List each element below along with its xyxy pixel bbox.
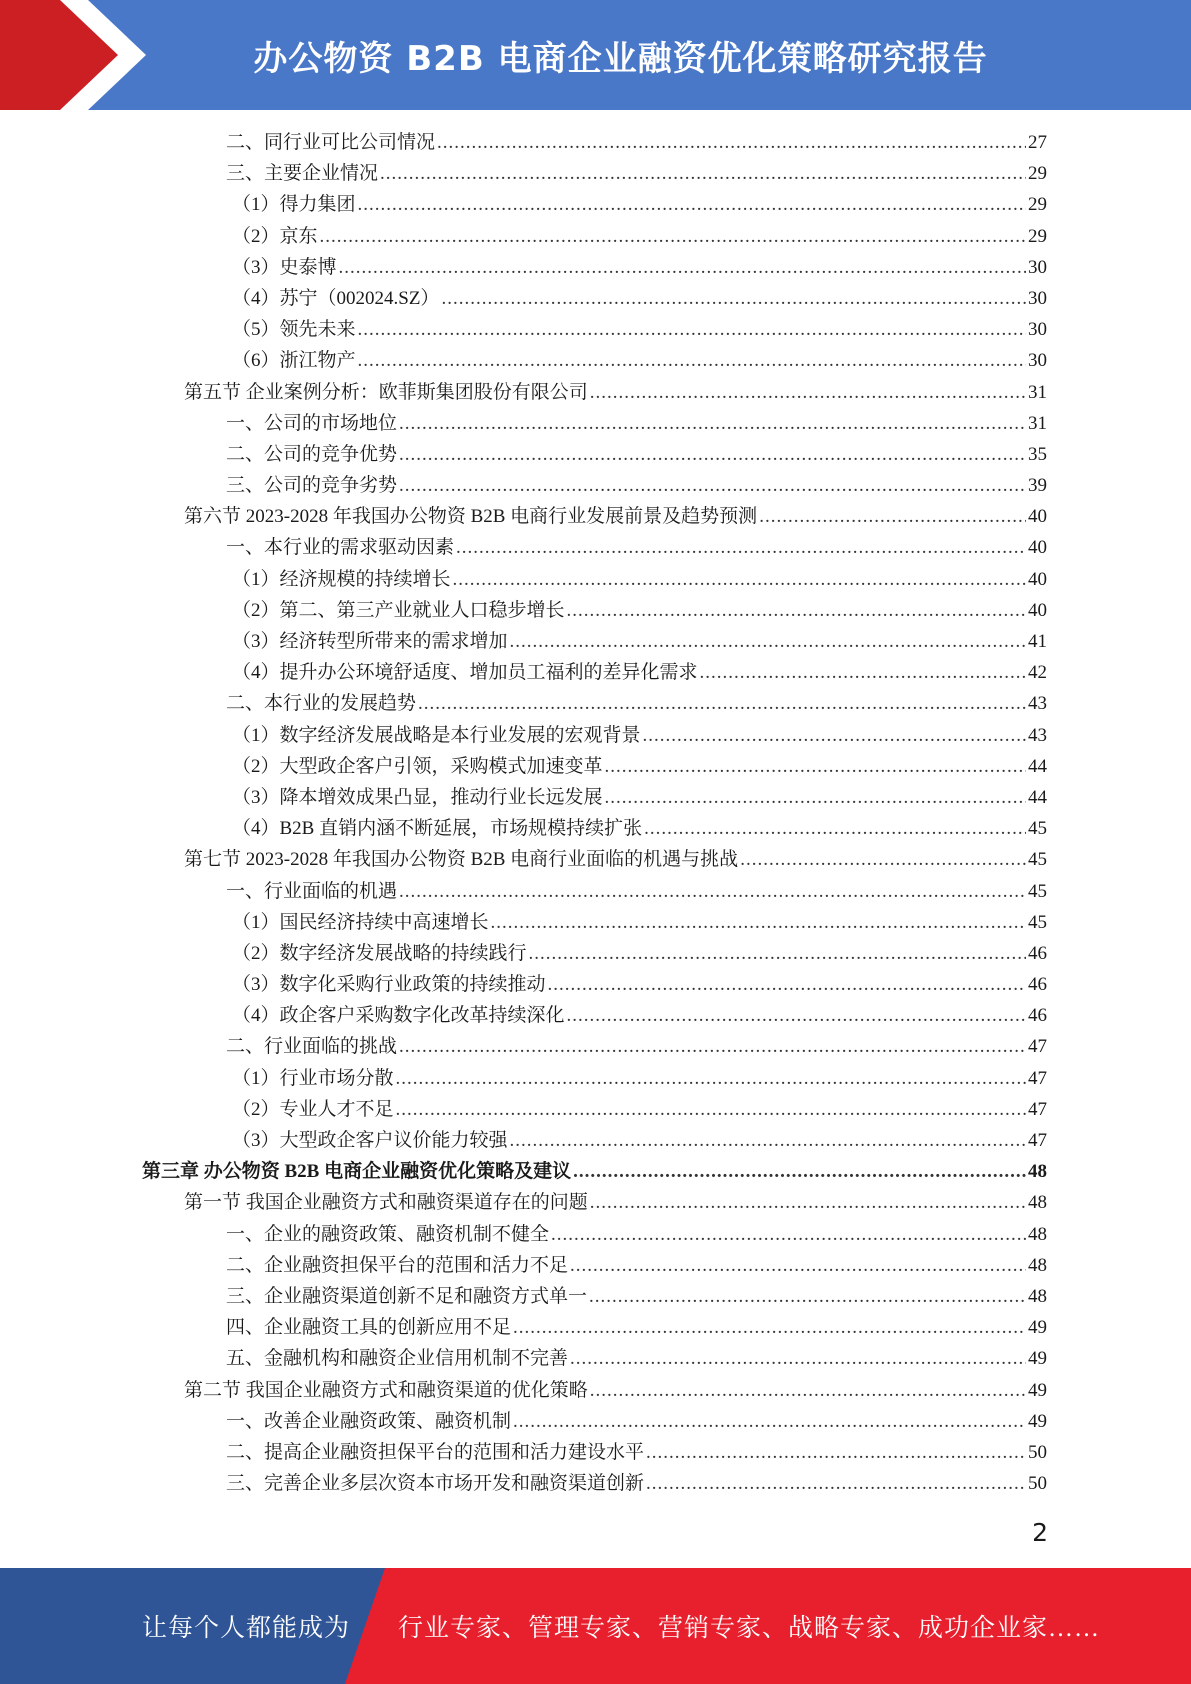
toc-dot-leader xyxy=(605,751,1026,782)
toc-entry-label: 第五节 企业案例分析：欧菲斯集团股份有限公司 xyxy=(184,381,588,403)
toc-entry-label: 四、企业融资工具的创新应用不足 xyxy=(226,1317,512,1339)
toc-entry[interactable] xyxy=(0,1250,1191,1281)
toc-entry-page: 43 xyxy=(1028,693,1047,715)
toc-entry-page: 46 xyxy=(1028,974,1047,996)
toc-dot-leader xyxy=(510,1125,1026,1156)
toc-dot-leader xyxy=(437,127,1026,158)
toc-entry[interactable] xyxy=(0,1094,1191,1125)
toc-entry-page: 30 xyxy=(1028,287,1047,309)
toc-dot-leader xyxy=(567,595,1026,626)
footer-banner xyxy=(0,1568,1191,1684)
toc-dot-leader xyxy=(759,501,1026,532)
toc-entry[interactable] xyxy=(0,408,1191,439)
footer-slogan-left: 让每个人都能成为 xyxy=(142,1615,351,1642)
toc-entry-label: 二、提高企业融资担保平台的范围和活力建设水平 xyxy=(226,1441,645,1463)
toc-entry-page: 48 xyxy=(1028,1192,1047,1214)
toc-entry-label: （5）领先未来 xyxy=(232,319,356,341)
toc-dot-leader xyxy=(590,1187,1026,1218)
toc-entry[interactable] xyxy=(0,1281,1191,1312)
toc-entry-page: 35 xyxy=(1028,443,1047,465)
toc-entry[interactable] xyxy=(0,595,1191,626)
toc-entry[interactable] xyxy=(0,377,1191,408)
toc-entry[interactable] xyxy=(0,564,1191,595)
toc-entry-label: （2）专业人才不足 xyxy=(232,1098,394,1120)
report-header xyxy=(0,0,1191,110)
toc-entry-page: 49 xyxy=(1028,1379,1047,1401)
toc-dot-leader xyxy=(399,876,1026,907)
toc-entry[interactable] xyxy=(0,969,1191,1000)
toc-entry[interactable] xyxy=(0,1063,1191,1094)
toc-entry-page: 27 xyxy=(1028,132,1047,153)
toc-dot-leader xyxy=(320,221,1026,252)
toc-entry[interactable] xyxy=(0,1437,1191,1468)
toc-entry-label: （1）行业市场分散 xyxy=(232,1067,394,1089)
toc-entry-label: 第七节 2023-2028 年我国办公物资 B2B 电商行业面临的机遇与挑战 xyxy=(184,849,739,871)
toc-dot-leader xyxy=(589,1281,1026,1312)
toc-dot-leader xyxy=(441,283,1026,314)
toc-entry-page: 40 xyxy=(1028,599,1047,621)
toc-entry[interactable] xyxy=(0,844,1191,875)
toc-entry-page: 45 xyxy=(1028,849,1047,871)
toc-entry-label: 第三章 办公物资 B2B 电商企业融资优化策略及建议 xyxy=(142,1161,572,1183)
toc-entry-label: （1）经济规模的持续增长 xyxy=(232,568,451,590)
toc-entry[interactable] xyxy=(0,158,1191,189)
toc-entry-page: 46 xyxy=(1028,942,1047,964)
toc-entry[interactable] xyxy=(0,252,1191,283)
toc-dot-leader xyxy=(456,532,1026,563)
toc-entry-label: 三、公司的竞争劣势 xyxy=(226,475,398,497)
toc-dot-leader xyxy=(399,1031,1026,1062)
toc-entry-page: 50 xyxy=(1028,1473,1047,1495)
toc-entry-page: 31 xyxy=(1028,412,1047,434)
toc-entry[interactable] xyxy=(0,1000,1191,1031)
toc-entry[interactable] xyxy=(0,907,1191,938)
toc-dot-leader xyxy=(529,938,1026,969)
toc-dot-leader xyxy=(570,1343,1026,1374)
toc-entry-page: 46 xyxy=(1028,1005,1047,1027)
toc-entry-page: 47 xyxy=(1028,1098,1047,1120)
toc-entry[interactable] xyxy=(0,751,1191,782)
toc-entry[interactable] xyxy=(0,688,1191,719)
toc-entry-label: 二、同行业可比公司情况 xyxy=(226,132,436,153)
toc-entry-page: 31 xyxy=(1028,381,1047,403)
toc-entry-label: 第二节 我国企业融资方式和融资渠道的优化策略 xyxy=(184,1379,588,1401)
toc-entry-page: 47 xyxy=(1028,1067,1047,1089)
toc-dot-leader xyxy=(646,1437,1026,1468)
toc-entry[interactable] xyxy=(0,1219,1191,1250)
toc-entry[interactable] xyxy=(0,439,1191,470)
toc-entry-label: （1）数字经济发展战略是本行业发展的宏观背景 xyxy=(232,724,641,746)
toc-entry[interactable] xyxy=(0,876,1191,907)
toc-entry-page: 45 xyxy=(1028,880,1047,902)
toc-entry[interactable] xyxy=(0,532,1191,563)
toc-entry-page: 29 xyxy=(1028,225,1047,247)
toc-entry[interactable] xyxy=(0,189,1191,220)
toc-dot-leader xyxy=(399,470,1026,501)
toc-entry-label: 第六节 2023-2028 年我国办公物资 B2B 电商行业发展前景及趋势预测 xyxy=(184,506,758,528)
toc-entry-page: 29 xyxy=(1028,194,1047,216)
toc-entry[interactable] xyxy=(0,626,1191,657)
toc-entry-page: 39 xyxy=(1028,475,1047,497)
toc-dot-leader xyxy=(358,189,1026,220)
toc-entry-page: 44 xyxy=(1028,786,1047,808)
toc-entry-page: 43 xyxy=(1028,724,1047,746)
toc-entry-label: 五、金融机构和融资企业信用机制不完善 xyxy=(226,1348,569,1370)
toc-entry[interactable] xyxy=(0,501,1191,532)
report-title: 办公物资 B2B 电商企业融资优化策略研究报告 xyxy=(253,38,988,79)
toc-entry-page: 49 xyxy=(1028,1410,1047,1432)
toc-entry[interactable] xyxy=(0,1031,1191,1062)
toc-dot-leader xyxy=(399,408,1026,439)
toc-dot-leader xyxy=(491,907,1026,938)
toc-dot-leader xyxy=(605,782,1026,813)
toc-entry-label: 第一节 我国企业融资方式和融资渠道存在的问题 xyxy=(184,1192,588,1214)
toc-entry[interactable] xyxy=(0,314,1191,345)
toc-dot-leader xyxy=(513,1406,1026,1437)
toc-entry-page: 30 xyxy=(1028,319,1047,341)
toc-entry-label: （4）B2B 直销内涵不断延展，市场规模持续扩张 xyxy=(232,818,643,840)
toc-dot-leader xyxy=(700,657,1026,688)
toc-entry-label: （6）浙江物产 xyxy=(232,350,356,372)
toc-entry-page: 50 xyxy=(1028,1441,1047,1463)
toc-entry-page: 41 xyxy=(1028,631,1047,652)
toc-entry-page: 45 xyxy=(1028,911,1047,933)
toc-entry[interactable] xyxy=(0,813,1191,844)
page-number: 2 xyxy=(1032,1518,1048,1547)
toc-entry[interactable] xyxy=(0,1156,1191,1187)
toc-entry-page: 29 xyxy=(1028,163,1047,185)
toc-entry-label: （3）降本增效成果凸显，推动行业长远发展 xyxy=(232,786,603,808)
toc-dot-leader xyxy=(418,688,1026,719)
toc-entry[interactable] xyxy=(0,1125,1191,1156)
toc-entry-label: 一、企业的融资政策、融资机制不健全 xyxy=(226,1223,550,1245)
toc-dot-leader xyxy=(380,158,1026,189)
toc-entry-label: （3）数字化采购行业政策的持续推动 xyxy=(232,974,546,996)
toc-dot-leader xyxy=(453,564,1026,595)
toc-dot-leader xyxy=(513,1312,1026,1343)
toc-entry-label: 一、行业面临的机遇 xyxy=(226,880,398,902)
toc-entry-label: （2）第二、第三产业就业人口稳步增长 xyxy=(232,599,565,621)
toc-entry-label: （2）大型政企客户引领，采购模式加速变革 xyxy=(232,755,603,777)
toc-dot-leader xyxy=(567,1000,1026,1031)
toc-entry-page: 30 xyxy=(1028,350,1047,372)
toc-entry[interactable] xyxy=(0,1343,1191,1374)
toc-entry-label: 三、企业融资渠道创新不足和融资方式单一 xyxy=(226,1285,588,1307)
toc-entry-label: （4）苏宁（002024.SZ） xyxy=(232,287,440,309)
toc-entry-label: （4）政企客户采购数字化改革持续深化 xyxy=(232,1005,565,1027)
toc-entry-page: 47 xyxy=(1028,1130,1047,1151)
toc-entry-page: 45 xyxy=(1028,818,1047,840)
toc-dot-leader xyxy=(510,626,1026,657)
toc-dot-leader xyxy=(358,314,1026,345)
toc-dot-leader xyxy=(646,1468,1026,1499)
toc-entry[interactable] xyxy=(0,127,1191,158)
toc-entry-page: 48 xyxy=(1028,1254,1047,1276)
toc-dot-leader xyxy=(590,1375,1026,1406)
toc-dot-leader xyxy=(643,720,1026,751)
toc-entry[interactable] xyxy=(0,345,1191,376)
toc-entry[interactable] xyxy=(0,1375,1191,1406)
toc-entry-label: （3）经济转型所带来的需求增加 xyxy=(232,631,508,652)
toc-dot-leader xyxy=(551,1219,1026,1250)
toc-entry-label: 二、行业面临的挑战 xyxy=(226,1036,398,1058)
toc-entry[interactable] xyxy=(0,782,1191,813)
toc-entry-page: 42 xyxy=(1028,662,1047,684)
toc-entry[interactable] xyxy=(0,1406,1191,1437)
table-of-contents xyxy=(0,127,1191,1499)
toc-entry[interactable] xyxy=(0,283,1191,314)
toc-dot-leader xyxy=(573,1156,1026,1187)
toc-dot-leader xyxy=(396,1094,1026,1125)
toc-entry[interactable] xyxy=(0,221,1191,252)
toc-entry-label: 三、完善企业多层次资本市场开发和融资渠道创新 xyxy=(226,1473,645,1495)
toc-dot-leader xyxy=(590,377,1026,408)
toc-dot-leader xyxy=(644,813,1026,844)
toc-entry-page: 48 xyxy=(1028,1223,1047,1245)
toc-entry-page: 49 xyxy=(1028,1317,1047,1339)
toc-entry-label: （3）史泰博 xyxy=(232,256,337,278)
toc-dot-leader xyxy=(548,969,1026,1000)
toc-entry-label: （1）国民经济持续中高速增长 xyxy=(232,911,489,933)
toc-entry-page: 44 xyxy=(1028,755,1047,777)
toc-dot-leader xyxy=(399,439,1026,470)
toc-dot-leader xyxy=(740,844,1026,875)
toc-entry-label: （2）京东 xyxy=(232,225,318,247)
toc-dot-leader xyxy=(570,1250,1026,1281)
toc-entry[interactable] xyxy=(0,470,1191,501)
toc-entry-page: 48 xyxy=(1028,1285,1047,1307)
toc-entry-page: 47 xyxy=(1028,1036,1047,1058)
toc-entry-label: 三、主要企业情况 xyxy=(226,163,379,185)
toc-entry-page: 40 xyxy=(1028,537,1047,559)
toc-entry-page: 40 xyxy=(1028,506,1047,528)
toc-entry-label: （4）提升办公环境舒适度、增加员工福利的差异化需求 xyxy=(232,662,698,684)
toc-entry[interactable] xyxy=(0,1468,1191,1499)
toc-entry-label: （2）数字经济发展战略的持续践行 xyxy=(232,942,527,964)
toc-entry-label: 二、公司的竞争优势 xyxy=(226,443,398,465)
toc-entry-page: 40 xyxy=(1028,568,1047,590)
toc-entry[interactable] xyxy=(0,1187,1191,1218)
toc-entry-label: （3）大型政企客户议价能力较强 xyxy=(232,1130,508,1151)
toc-dot-leader xyxy=(339,252,1026,283)
toc-entry-label: （1）得力集团 xyxy=(232,194,356,216)
toc-entry[interactable] xyxy=(0,720,1191,751)
toc-entry-label: 一、改善企业融资政策、融资机制 xyxy=(226,1410,512,1432)
toc-entry-label: 一、公司的市场地位 xyxy=(226,412,398,434)
toc-entry-page: 49 xyxy=(1028,1348,1047,1370)
toc-entry[interactable] xyxy=(0,938,1191,969)
toc-entry-label: 二、企业融资担保平台的范围和活力不足 xyxy=(226,1254,569,1276)
toc-entry[interactable] xyxy=(0,1312,1191,1343)
toc-entry-label: 一、本行业的需求驱动因素 xyxy=(226,537,455,559)
toc-entry-page: 48 xyxy=(1028,1161,1047,1183)
toc-entry-page: 30 xyxy=(1028,256,1047,278)
toc-dot-leader xyxy=(358,345,1026,376)
toc-entry-label: 二、本行业的发展趋势 xyxy=(226,693,417,715)
toc-entry[interactable] xyxy=(0,657,1191,688)
toc-dot-leader xyxy=(396,1063,1026,1094)
footer-slogan-right: 行业专家、管理专家、营销专家、战略专家、成功企业家…… xyxy=(398,1615,1101,1642)
